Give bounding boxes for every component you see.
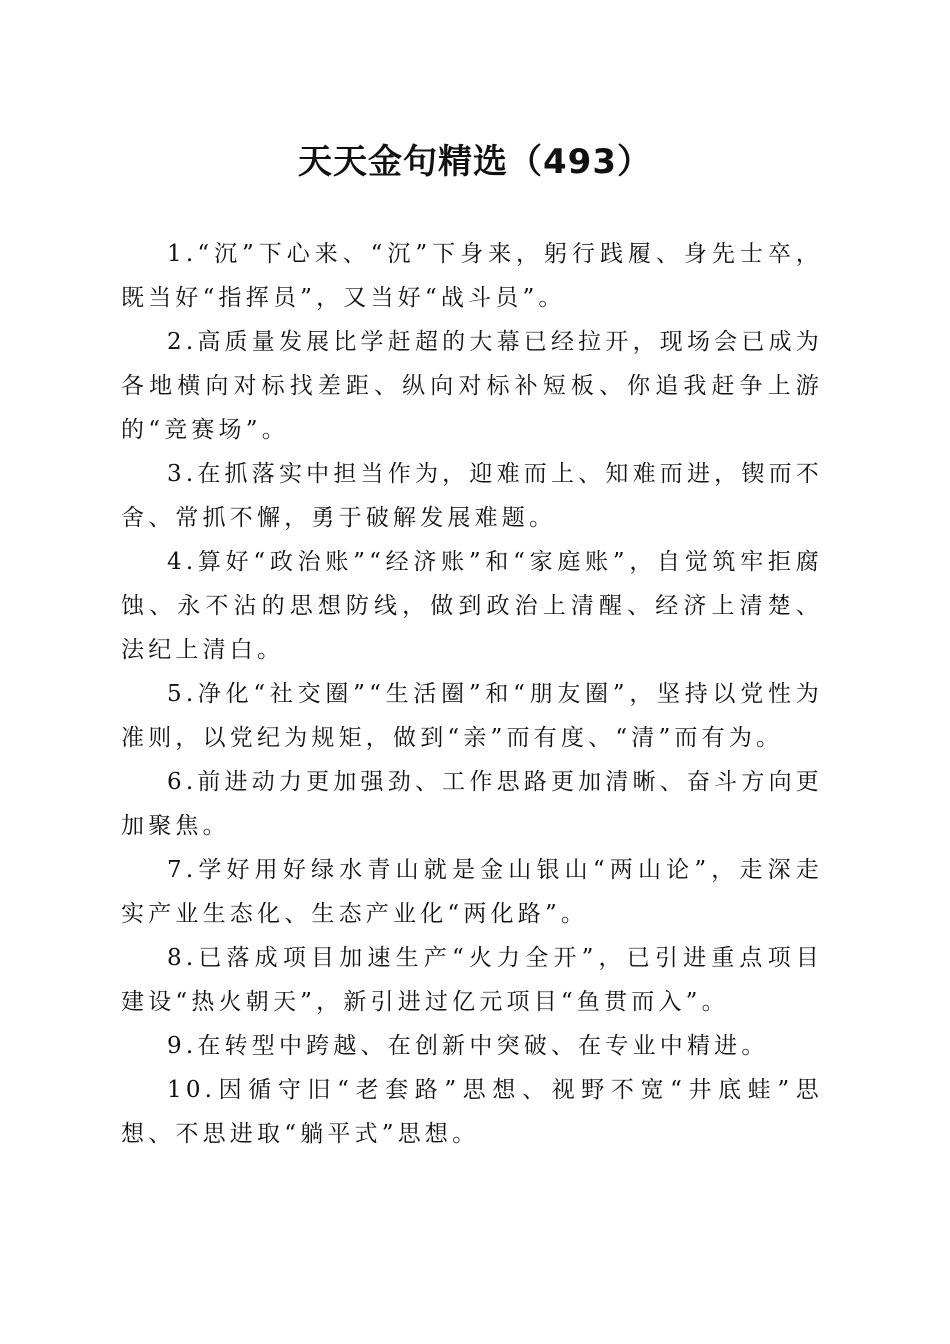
paragraph-9: 9.在转型中跨越、在创新中突破、在专业中精进。 <box>167 1033 769 1059</box>
paragraph-5: 5.净化“社交圈”“生活圈”和“朋友圈”，坚持以党性为准则，以党纪为规矩，做到“亲”而有度、“清”而有为。 <box>121 681 823 751</box>
paragraph-4: 4.算好“政治账”“经济账”和“家庭账”，自觉筑牢拒腐蚀、永不沾的思想防线，做到政治上清醒、经济上清楚、法纪上清白。 <box>121 549 823 663</box>
paragraph-8: 8.已落成项目加速生产“火力全开”，已引进重点项目建设“热火朝天”，新引进过亿元项目“鱼贯而入”。 <box>121 945 823 1015</box>
paragraph-7: 7.学好用好绿水青山就是金山银山“两山论”，走深走实产业生态化、生态产业化“两化路”。 <box>121 857 823 927</box>
paragraph-10: 10.因循守旧“老套路”思想、视野不宽“井底蛙”思想、不思进取“躺平式”思想。 <box>121 1077 823 1147</box>
paragraph-3: 3.在抓落实中担当作为，迎难而上、知难而进，锲而不舍、常抓不懈，勇于破解发展难题。 <box>121 461 823 531</box>
paragraph-6: 6.前进动力更加强劲、工作思路更加清晰、奋斗方向更加聚焦。 <box>121 769 823 839</box>
paragraph-2: 2.高质量发展比学赶超的大幕已经拉开，现场会已成为各地横向对标找差距、纵向对标补短板、你追我赶争上游的“竞赛场”。 <box>121 329 823 443</box>
page-title: 天天金句精选（493） <box>298 142 652 182</box>
paragraph-1: 1.“沉”下心来、“沉”下身来，躬行践履、身先士卒，既当好“指挥员”，又当好“战斗员”。 <box>121 241 823 311</box>
document-body <box>121 232 823 1156</box>
